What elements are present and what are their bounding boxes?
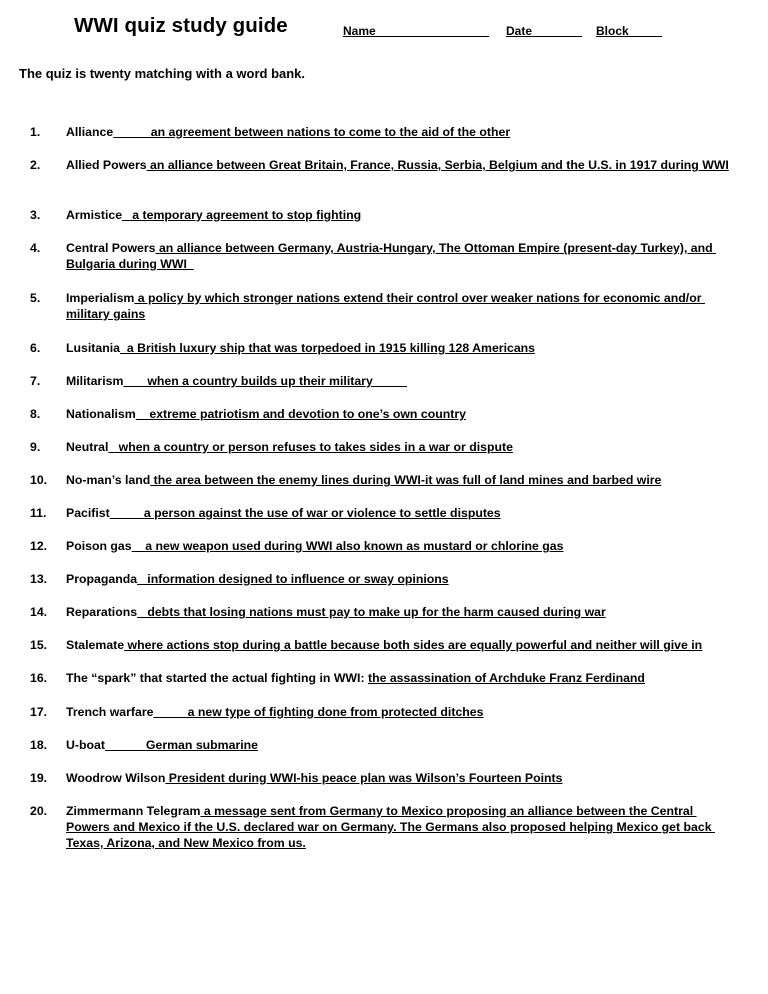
quiz-instructions: The quiz is twenty matching with a word bank. [19, 66, 306, 81]
item-number: 2. [30, 158, 41, 172]
item-number: 9. [30, 440, 41, 454]
item-number: 10. [30, 473, 48, 487]
list-item [30, 538, 740, 554]
list-item [30, 290, 740, 322]
item-definition: a new type of fighting done from protected ditches [153, 705, 484, 719]
item-number: 15. [30, 638, 48, 652]
item-definition: a temporary agreement to stop fighting [122, 208, 362, 222]
item-term: Allied Powers [66, 158, 147, 172]
item-number: 17. [30, 705, 48, 719]
item-term: Zimmermann Telegram [66, 804, 201, 818]
item-definition: when a country builds up their military [123, 374, 407, 388]
date-field[interactable]: Date [506, 24, 583, 38]
item-term: U-boat [66, 738, 105, 752]
item-number: 6. [30, 341, 41, 355]
item-term: Imperialism [66, 291, 135, 305]
name-field[interactable]: Name [343, 24, 490, 38]
page-title: WWI quiz study guide [74, 14, 288, 37]
item-definition: information designed to influence or sway opinions [137, 572, 449, 586]
item-definition: extreme patriotism and devotion to one’s own country [135, 407, 466, 421]
item-definition: where actions stop during a battle because both sides are equally powerful and neither will give in [124, 638, 703, 652]
item-number: 1. [30, 125, 41, 139]
item-term: Neutral [66, 440, 109, 454]
item-number: 12. [30, 539, 48, 553]
item-definition: debts that losing nations must pay to make up for the harm caused during war [137, 605, 606, 619]
item-number: 19. [30, 771, 48, 785]
list-item [30, 505, 740, 521]
item-number: 11. [30, 506, 47, 520]
list-item [30, 124, 740, 140]
item-number: 20. [30, 804, 48, 818]
item-term: Alliance [66, 125, 114, 139]
item-term: Propaganda [66, 572, 138, 586]
list-item [30, 803, 740, 851]
list-item [30, 240, 740, 272]
page-header [0, 0, 768, 50]
list-item [30, 670, 740, 686]
list-item [30, 604, 740, 620]
list-item [30, 157, 740, 173]
item-term: The “spark” that started the actual fighting in WWI: [66, 671, 368, 685]
item-number: 5. [30, 291, 41, 305]
item-number: 3. [30, 208, 41, 222]
item-term: Central Powers [66, 241, 156, 255]
item-number: 4. [30, 241, 41, 255]
item-number: 18. [30, 738, 48, 752]
list-item [30, 704, 740, 720]
item-number: 16. [30, 671, 48, 685]
item-term: Pacifist [66, 506, 110, 520]
item-number: 14. [30, 605, 48, 619]
list-item [30, 207, 740, 223]
list-item [30, 472, 740, 488]
item-number: 13. [30, 572, 48, 586]
list-item [30, 340, 740, 356]
list-item [30, 737, 740, 753]
item-definition: a British luxury ship that was torpedoed in 1915 killing 128 Americans [119, 341, 536, 355]
item-definition: a person against the use of war or violence to settle disputes [109, 506, 501, 520]
block-field[interactable]: Block [596, 24, 663, 38]
list-item [30, 637, 740, 653]
item-number: 8. [30, 407, 41, 421]
list-item [30, 406, 740, 422]
item-definition: an agreement between nations to come to the aid of the other [113, 125, 511, 139]
item-definition: a message sent from Germany to Mexico proposing an alliance between the Central Powers and Mexico if the U.S. declared war on Germany. The Germans also proposed helping Mexico get back Texas, Arizona, and New Mexico from us. [66, 804, 715, 850]
item-definition: a policy by which stronger nations extend their control over weaker nations for economic and/or military gains [66, 291, 705, 321]
item-definition: when a country or person refuses to takes sides in a war or dispute [108, 440, 513, 454]
item-number: 7. [30, 374, 41, 388]
list-item [30, 439, 740, 455]
item-definition: the area between the enemy lines during WWI-it was full of land mines and barbed wire [150, 473, 662, 487]
item-term: Trench warfare [66, 705, 154, 719]
item-term: Woodrow Wilson [66, 771, 166, 785]
item-term: Stalemate [66, 638, 125, 652]
list-item [30, 770, 740, 786]
item-term: Nationalism [66, 407, 136, 421]
list-item [30, 373, 740, 389]
item-definition: an alliance between Great Britain, France, Russia, Serbia, Belgium and the U.S. in 1917 during WWI [146, 158, 729, 172]
item-term: Poison gas [66, 539, 132, 553]
item-definition: the assassination of Archduke Franz Ferdinand [367, 671, 645, 685]
item-term: Armistice [66, 208, 123, 222]
item-definition: an alliance between Germany, Austria-Hungary, The Ottoman Empire (present-day Turkey), and Bulgaria during WWI [66, 241, 717, 271]
item-definition: a new weapon used during WWI also known as mustard or chlorine gas [131, 539, 564, 553]
item-definition: German submarine [104, 738, 259, 752]
list-item [30, 571, 740, 587]
item-term: No-man’s land [66, 473, 151, 487]
item-term: Lusitania [66, 341, 120, 355]
item-term: Militarism [66, 374, 124, 388]
item-definition: President during WWI-his peace plan was Wilson’s Fourteen Points [165, 771, 563, 785]
item-term: Reparations [66, 605, 138, 619]
